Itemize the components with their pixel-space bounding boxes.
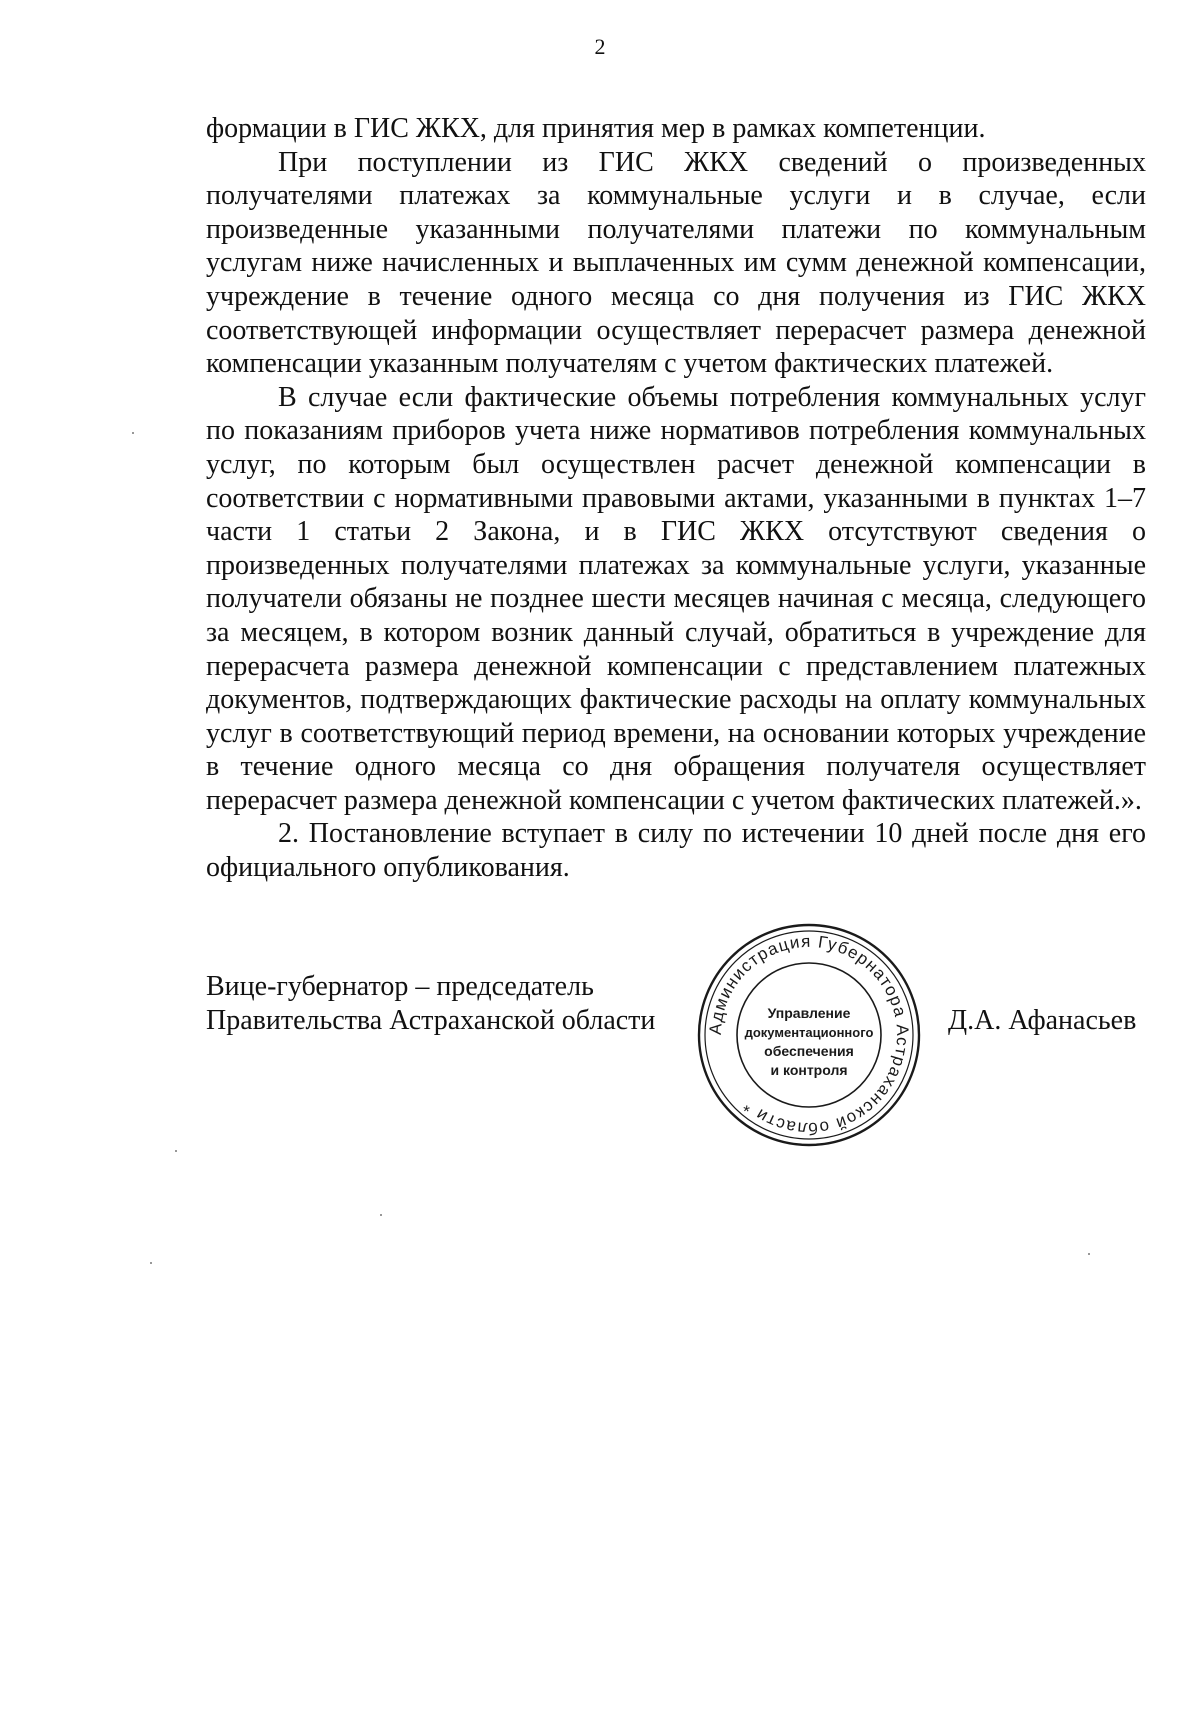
page-number: 2	[594, 34, 606, 59]
scan-speck	[150, 1262, 152, 1264]
seal-outer-text: Администрация Губернатора Астраханской области *	[705, 931, 913, 1139]
seal-line-2: документационного	[744, 1025, 874, 1040]
document-body	[206, 112, 1146, 885]
signer-position-line1: Вице-губернатор – председатель	[206, 971, 594, 1002]
scan-speck	[175, 1150, 177, 1152]
signer-name: Д.А. Афанасьев	[948, 1005, 1137, 1036]
paragraph-continuation: формации в ГИС ЖКХ, для принятия мер в рамках компетенции.	[206, 113, 986, 144]
paragraph-recalculation-gis: При поступлении из ГИС ЖКХ сведений о произведенных получателями платежах за коммунальные услуги и в случае, если произведенные указанными получателями платежи по коммунальным услугам ниже начисленных и выплаченных им сумм денежной компенсации, учреждение в течение одного месяца со дня получения из ГИС ЖКХ соответствующей информации осуществляет перерасчет размера денежной компенсации указанным получателям с учетом фактических платежей.	[206, 146, 1146, 380]
signer-position	[206, 970, 655, 1038]
paragraph-recalculation-meters: В случае если фактические объемы потребления коммунальных услуг по показаниям приборов учета ниже нормативов потребления коммунальных услуг, по которым был осуществлен расчет денежной компенсации в соответствии с нормативными правовыми актами, указанными в пунктах 1–7 части 1 статьи 2 Закона, и в ГИС ЖКХ отсутствуют сведения о произведенных получателями платежах за коммунальные услуги, указанные получатели обязаны не позднее шести месяцев начиная с месяца, следующего за месяцем, в котором возник данный случай, обратиться в учреждение для перерасчета размера денежной компенсации с представлением платежных документов, подтверждающих фактические расходы на оплату коммунальных услуг в соответствующий период времени, на основании которых учреждение в течение одного месяца со дня обращения получателя осуществляет перерасчет размера денежной компенсации с учетом фактических платежей.».	[206, 381, 1146, 816]
seal-line-4: и контроля	[770, 1062, 848, 1078]
seal-line-3: обеспечения	[764, 1043, 854, 1059]
seal-line-1: Управление	[767, 1005, 851, 1021]
scan-speck	[132, 432, 134, 434]
scan-speck	[1088, 1253, 1090, 1255]
scan-speck	[380, 1214, 382, 1216]
paragraph-effective-date: 2. Постановление вступает в силу по истечении 10 дней после дня его официального опубликования.	[206, 818, 1146, 884]
official-seal	[694, 920, 924, 1150]
signer-position-line2: Правительства Астраханской области	[206, 1005, 656, 1036]
seal-graphic	[694, 920, 924, 1150]
